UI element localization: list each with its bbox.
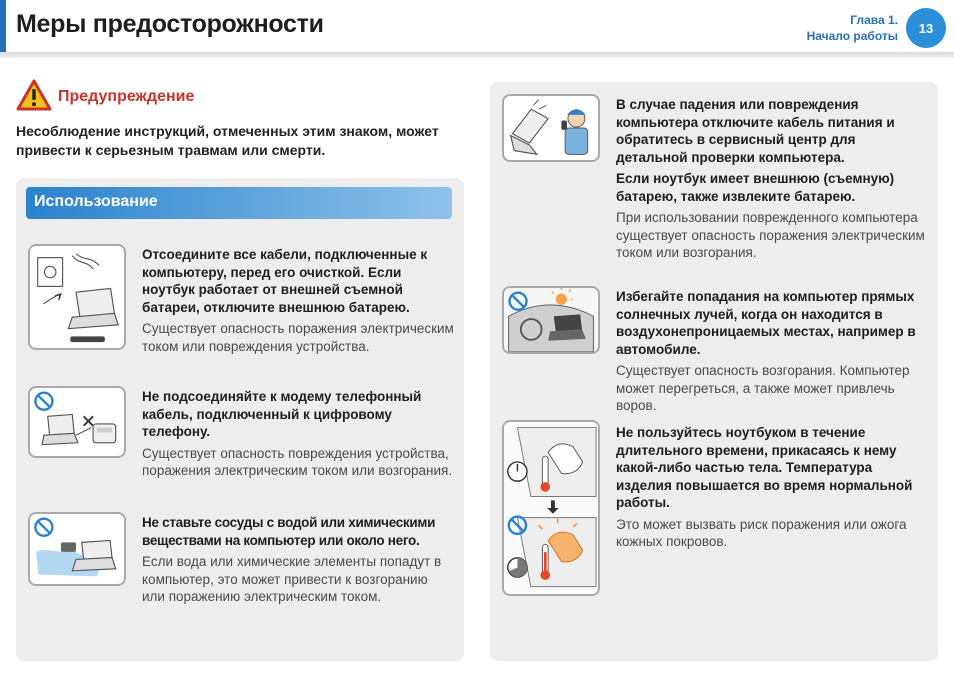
damage-item-3-warning: Не пользуйтесь ноутбуком в течение длительного времени, прикасаясь к нему какой-либо частью тела. Температура изделия повышается во время нормальной работы. [616,425,913,510]
page-title: Меры предосторожности [16,10,324,38]
damage-item-2-warning: Избегайте попадания на компьютер прямых солнечных лучей, когда он находится в воздухонепроницаемых местах, например в автомобиле. [616,289,916,357]
damage-item-2-note: Существует опасность возгорания. Компьютер может перегреться, а также может привлечь воров. [616,363,910,413]
damage-item-1-note: При использовании поврежденного компьютера существует опасность поражения электрическим током или возгорания. [616,210,925,260]
header-divider [0,52,954,58]
warning-title: Предупреждение [58,88,195,105]
chapter-label[interactable] [807,12,898,44]
usage-item-3-note: Если вода или химические элементы попадут в компьютер, это может привести к возгоранию или поражению электрическим током. [142,554,442,604]
hot-laptop-illustration [502,420,600,596]
damage-item-3-note: Это может вызвать риск поражения или ожога кожных покровов. [616,516,907,549]
phone-cable-illustration [28,386,126,458]
usage-item-3-warning: Не ставьте сосуды с водой или химическими веществами на компьютер или около него. [142,515,436,548]
section-header-usage: Использование [26,187,452,219]
usage-item-1-warning: Отсоедините все кабели, подключенные к компьютеру, перед его очисткой. Если ноутбук работает от внешней съемной батареи, отключите внешнюю батарею. [142,247,428,315]
damage-item-1-battery: Если ноутбук имеет внешнюю (съемную) батарею, также извлеките батарею. [616,171,895,204]
chapter-number: Глава 1. [850,13,898,27]
usage-item-2-warning: Не подсоединяйте к модему телефонный кабель, подключенный к цифровому телефону. [142,389,422,439]
usage-item-1 [142,246,454,355]
unplug-cables-illustration [28,244,126,350]
warning-text: Несоблюдение инструкций, отмеченных этим знаком, может привести к серьезным травмам или смерти. [16,123,439,158]
liquid-spill-illustration [28,512,126,586]
damage-item-1 [616,96,928,262]
damage-item-3 [616,424,928,551]
damage-item-2 [616,288,928,415]
warning-triangle-icon [16,79,52,111]
usage-item-2-note: Существует опасность повреждения устройства, поражения электрическим током или возгорания. [142,445,453,478]
damage-heat-panel [490,82,938,661]
usage-item-2 [142,388,454,480]
damage-item-1-warning: В случае падения или повреждения компьютера отключите кабель питания и обратитесь в сервисный центр для детальной проверки компьютера. [616,97,895,165]
chapter-name: Начало работы [806,29,898,43]
usage-panel [16,178,464,661]
header-accent-bar [0,0,6,52]
page-number-badge: 13 [906,8,946,48]
usage-item-1-note: Существует опасность поражения электрическим током или повреждения устройства. [142,321,454,354]
car-sun-illustration [502,286,600,354]
usage-item-3 [142,514,454,606]
dropped-laptop-illustration [502,94,600,162]
